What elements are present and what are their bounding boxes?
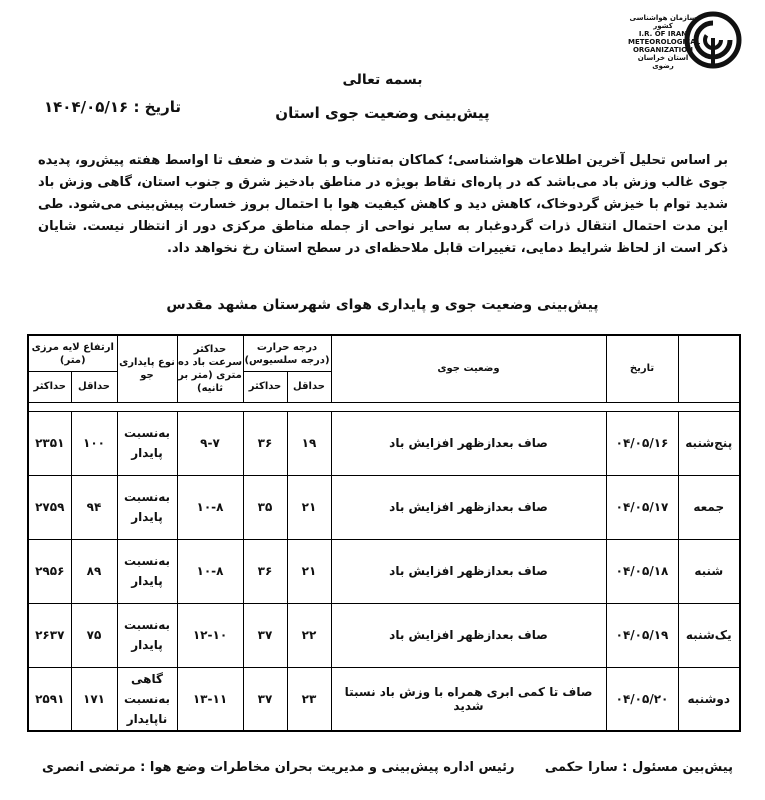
date-label: تاریخ :: [133, 98, 182, 116]
row-temp-max: ۳۶: [243, 539, 287, 603]
row-day: جمعه: [678, 475, 740, 539]
row-stability: [117, 539, 177, 603]
table-row: [28, 475, 740, 539]
header-mix-min: حداقل: [71, 372, 117, 402]
table-row: [28, 603, 740, 667]
director-signature: رئیس اداره پیش‌بینی و مدیریت بحران مخاطرات وضع هوا : مرتضی انصری: [42, 760, 515, 775]
logo-line: سازمان هواشناسی کشور: [629, 14, 697, 30]
forecast-summary: بر اساس تحلیل آخرین اطلاعات هواشناسی؛ کماکان به‌تناوب و با شدت و ضعف تا اواسط هفته پیش‌رو، پدیده جوی غالب وزش باد می‌باشد که در پاره‌ای نقاط بویژه در مناطق بادخیز شرق و جنوب استان، گاهی وزش باد شدید توام با خیزش گردوخاک، کاهش دید و کاهش کیفیت هوا با احتمال بروز خسارت پیش‌بینی می‌شود. طی این مدت احتمال انتقال ذرات گردوغبار به سایر نواحی از جمله مناطق مرکزی دور از انتظار نیست. شایان ذکر است از لحاظ شرایط دمایی، تغییرات قابل ملاحظه‌ای در سطح استان رخ نخواهد داد.: [38, 153, 728, 256]
table-title: پیش‌بینی وضعیت جوی و پایداری هوای شهرستان مشهد مقدس: [166, 297, 599, 313]
stability-line: پایدار: [131, 638, 163, 653]
stability-line: بەنسبت: [123, 490, 171, 505]
row-temp-min: ۲۳: [287, 667, 331, 731]
stability-line: بەنسبت: [123, 554, 171, 569]
row-temp-min: ۲۱: [287, 475, 331, 539]
header-stability: نوع پایداری جو: [117, 335, 177, 402]
row-day: دوشنبه: [678, 667, 740, 731]
stability-line: بەنسبت: [123, 618, 171, 633]
logo-line: I.R. OF IRAN: [638, 30, 688, 38]
header-wind: حداکثر سرعت باد ده متری (متر بر ثانیه): [177, 335, 243, 402]
row-mix-min: ۱۰۰: [71, 411, 117, 475]
row-wind: ۱۰-۸: [177, 539, 243, 603]
row-date: ۰۴/۰۵/۱۶: [606, 411, 678, 475]
stability-line: پایدار: [131, 574, 163, 589]
row-stability: [117, 667, 177, 731]
row-temp-min: ۱۹: [287, 411, 331, 475]
stability-line: بەنسبت: [123, 691, 171, 706]
row-temp-min: ۲۲: [287, 603, 331, 667]
header-date: تاریخ: [606, 335, 678, 402]
row-mix-min: ۷۵: [71, 603, 117, 667]
row-temp-min: ۲۱: [287, 539, 331, 603]
row-stability: [117, 411, 177, 475]
logo-line: استان خراسان رضوی: [637, 54, 689, 70]
header-temperature: درجه حرارت (درجه سلسیوس): [243, 335, 331, 372]
row-condition: صاف بعدازظهر افزایش باد: [331, 603, 606, 667]
row-condition: صاف بعدازظهر افزایش باد: [331, 411, 606, 475]
row-date: ۰۴/۰۵/۱۸: [606, 539, 678, 603]
row-stability: [117, 475, 177, 539]
row-condition: صاف بعدازظهر افزایش باد: [331, 539, 606, 603]
logo-line: ORGANIZATION: [632, 46, 694, 54]
row-temp-max: ۳۷: [243, 603, 287, 667]
row-wind: ۹-۷: [177, 411, 243, 475]
forecast-table: [27, 334, 741, 732]
row-day: یک‌شنبه: [678, 603, 740, 667]
table-row: [28, 667, 740, 731]
row-mix-min: ۱۷۱: [71, 667, 117, 731]
row-wind: ۱۳-۱۱: [177, 667, 243, 731]
row-date: ۰۴/۰۵/۲۰: [606, 667, 678, 731]
row-condition: صاف بعدازظهر افزایش باد: [331, 475, 606, 539]
row-date: ۰۴/۰۵/۱۷: [606, 475, 678, 539]
row-wind: ۱۰-۸: [177, 475, 243, 539]
row-day: پنج‌شنبه: [678, 411, 740, 475]
stability-line: ناپایدار: [126, 711, 168, 726]
row-mix-min: ۸۹: [71, 539, 117, 603]
row-mix-min: ۹۴: [71, 475, 117, 539]
row-day: شنبه: [678, 539, 740, 603]
header-temp-max: حداکثر: [243, 372, 287, 402]
invocation-heading: بسمه تعالی: [342, 72, 423, 88]
date-value: ۱۴۰۴/۰۵/۱۶: [44, 98, 129, 116]
stability-line: پایدار: [131, 446, 163, 461]
organization-logo: [628, 10, 743, 80]
document-date: [44, 98, 181, 116]
row-mix-max: ۲۷۵۹: [28, 475, 71, 539]
header-day: [678, 335, 740, 402]
row-condition: صاف تا کمی ابری همراه با وزش باد نسبتا شدید: [331, 667, 606, 731]
table-divider: [28, 402, 740, 411]
stability-line: بەنسبت: [123, 426, 171, 441]
header-temp-min: حداقل: [287, 372, 331, 402]
row-mix-max: ۲۳۵۱: [28, 411, 71, 475]
table-row: [28, 539, 740, 603]
stability-line: پایدار: [131, 510, 163, 525]
spiral-logo-icon: [683, 10, 743, 70]
row-temp-max: ۳۵: [243, 475, 287, 539]
page-title: پیش‌بینی وضعیت جوی استان: [275, 104, 490, 122]
logo-line: METEOROLOGICAL: [628, 38, 701, 46]
stability-line: گاهی: [131, 671, 163, 686]
header-mixing-height: ارتفاع لایه مرزی (متر): [28, 335, 117, 372]
row-stability: [117, 603, 177, 667]
row-mix-max: ۲۵۹۱: [28, 667, 71, 731]
row-wind: ۱۲-۱۰: [177, 603, 243, 667]
header-mix-max: حداکثر: [28, 372, 71, 402]
header-condition: وضعیت جوی: [331, 335, 606, 402]
row-temp-max: ۳۷: [243, 667, 287, 731]
table-row: [28, 411, 740, 475]
row-mix-max: ۲۹۵۶: [28, 539, 71, 603]
row-temp-max: ۳۶: [243, 411, 287, 475]
row-mix-max: ۲۶۳۷: [28, 603, 71, 667]
row-date: ۰۴/۰۵/۱۹: [606, 603, 678, 667]
forecaster-signature: پیش‌بین مسئول : سارا حکمی: [544, 760, 733, 775]
